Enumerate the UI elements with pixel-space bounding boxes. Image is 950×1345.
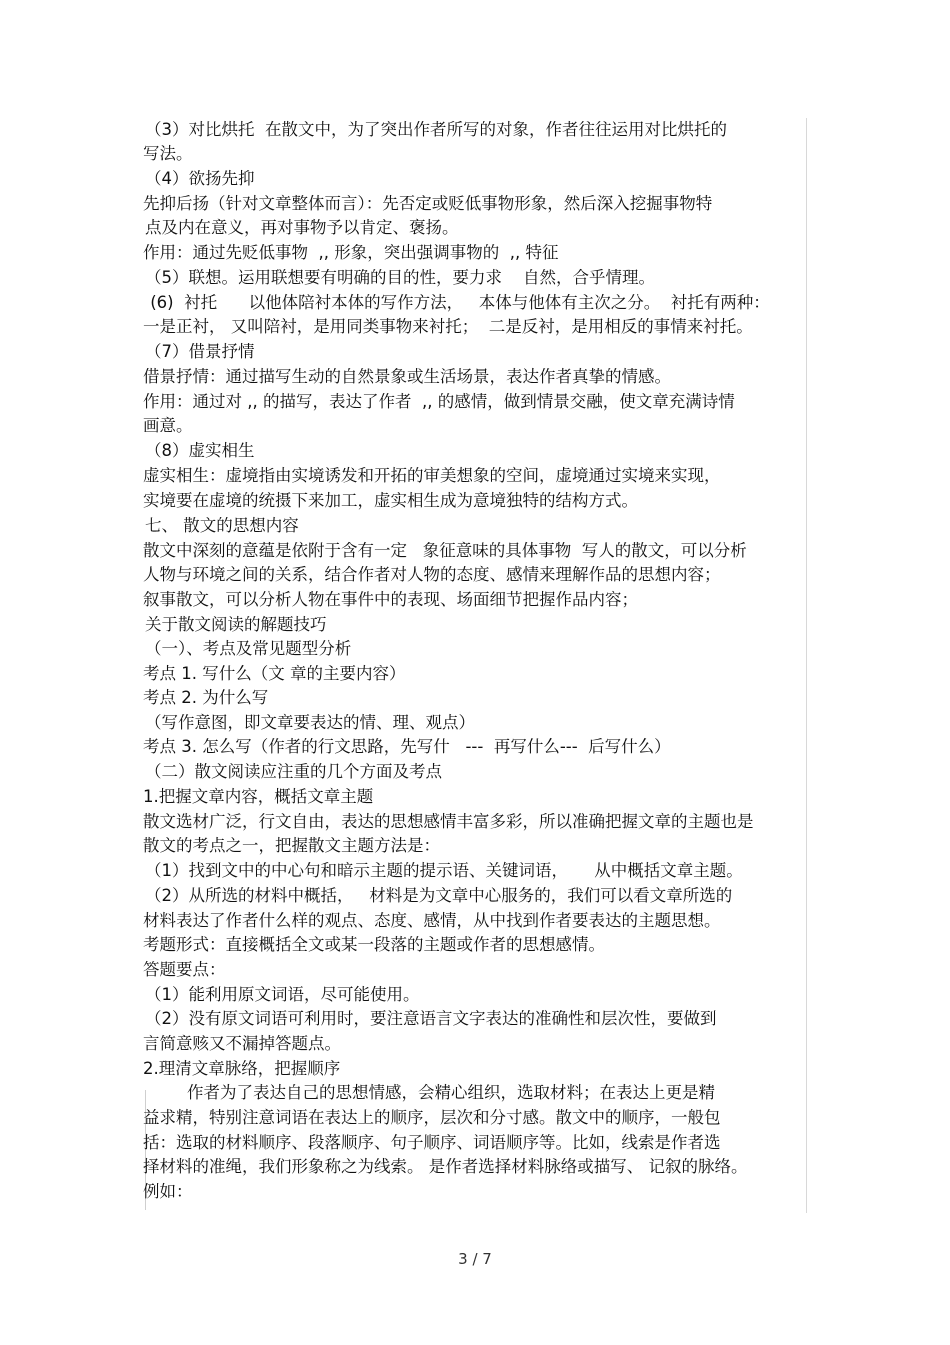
text-line: 写法。 [143,144,193,163]
text-line: 一是正衬， 又叫陪衬，是用同类事物来衬托； 二是反衬，是用相反的事情来衬托。 [143,317,753,336]
text-line: （一）、考点及常见题型分析 [145,639,352,658]
text-line: 关于散文阅读的解题技巧 [145,615,327,634]
page-number: 3 / 7 [458,1250,492,1268]
text-line: （2）从所选的材料中概括， 材料是为文章中心服务的，我们可以看文章所选的 [145,886,733,905]
text-line: 先抑后扬（针对文章整体而言）：先否定或贬低事物形象，然后深入挖掘事物特 [143,194,713,213]
text-line: （二）散文阅读应注重的几个方面及考点 [145,762,442,781]
text-line: （写作意图，即文章要表达的情、理、观点） [145,713,475,732]
text-line: 1.把握文章内容，概括文章主题 [143,787,374,806]
text-line: 考点 2. 为什么写 [143,688,269,707]
text-line: （7）借景抒情 [145,342,255,361]
text-line: 实境要在虚境的统摄下来加工，虚实相生成为意境独特的结构方式。 [143,491,638,510]
text-line: （1）找到文中的中心句和暗示主题的提示语、关键词语， 从中概括文章主题。 [145,861,743,880]
text-line: 材料表达了作者什么样的观点、态度、感情，从中找到作者要表达的主题思想。 [143,911,721,930]
text-line: 考点 1. 写什么（文 章的主要内容） [143,664,406,683]
text-line: （8）虚实相生 [145,441,255,460]
text-line: 括：选取的材料顺序、段落顺序、句子顺序、词语顺序等。比如，线索是作者选 [143,1133,721,1152]
text-line: （3）对比烘托 在散文中，为了突出作者所写的对象，作者往往运用对比烘托的 [145,120,727,139]
text-line: 作用：通过对 ,, 的描写，表达了作者 ,, 的感情，做到情景交融，使文章充满诗情 [143,392,735,411]
text-line: （1）能利用原文词语，尽可能使用。 [145,985,420,1004]
text-line: 例如： [143,1182,193,1201]
text-line: 答题要点： [143,960,226,979]
text-line: （2）没有原文词语可利用时，要注意语言文字表达的准确性和层次性，要做到 [145,1009,717,1028]
text-line: 益求精，特别注意词语在表达上的顺序，层次和分寸感。散文中的顺序，一般包 [143,1108,721,1127]
text-line: (6) 衬托 以他体陪衬本体的写作方法， 本体与他体有主次之分。 衬托有两种： [145,293,770,312]
text-line: 七、 散文的思想内容 [145,516,299,535]
text-line: （5）联想。运用联想要有明确的目的性，要力求 自然，合乎情理。 [145,268,655,287]
text-line: 叙事散文，可以分析人物在事件中的表现、场面细节把握作品内容； [143,590,638,609]
text-line: 2.理清文章脉络，把握顺序 [143,1059,341,1078]
right-margin-rule [806,118,807,1213]
text-line: 作用：通过先贬低事物 ,, 形象，突出强调事物的 ,, 特征 [143,243,559,262]
text-line: 择材料的准绳，我们形象称之为线索。 是作者选择材料脉络或描写、 记叙的脉络。 [143,1157,748,1176]
text-line: 散文的考点之一，把握散文主题方法是： [143,836,440,855]
text-line: 散文中深刻的意蕴是依附于含有一定 象征意味的具体事物 写人的散文，可以分析 [143,541,747,560]
text-line: 借景抒情：通过描写生动的自然景象或生活场景，表达作者真挚的情感。 [143,367,671,386]
text-line: 考题形式：直接概括全文或某一段落的主题或作者的思想感情。 [143,935,605,954]
text-line: 画意。 [143,416,193,435]
text-line: 考点 3. 怎么写（作者的行文思路，先写什 --- 再写什么--- 后写什么） [143,737,671,756]
text-line: 言简意赅又不漏掉答题点。 [143,1034,341,1053]
text-line: 虚实相生：虚境指由实境诱发和开拓的审美想象的空间，虚境通过实境来实现， [143,466,721,485]
text-line: 作者为了表达自己的思想情感，会精心组织，选取材料；在表达上更是精 [145,1083,715,1102]
text-line: 点及内在意义，再对事物予以肯定、褒扬。 [145,218,459,237]
text-line: （4）欲扬先抑 [145,169,255,188]
text-line: 人物与环境之间的关系，结合作者对人物的态度、感情来理解作品的思想内容； [143,565,721,584]
text-line: 散文选材广泛，行文自由，表达的思想感情丰富多彩，所以准确把握文章的主题也是 [143,812,754,831]
